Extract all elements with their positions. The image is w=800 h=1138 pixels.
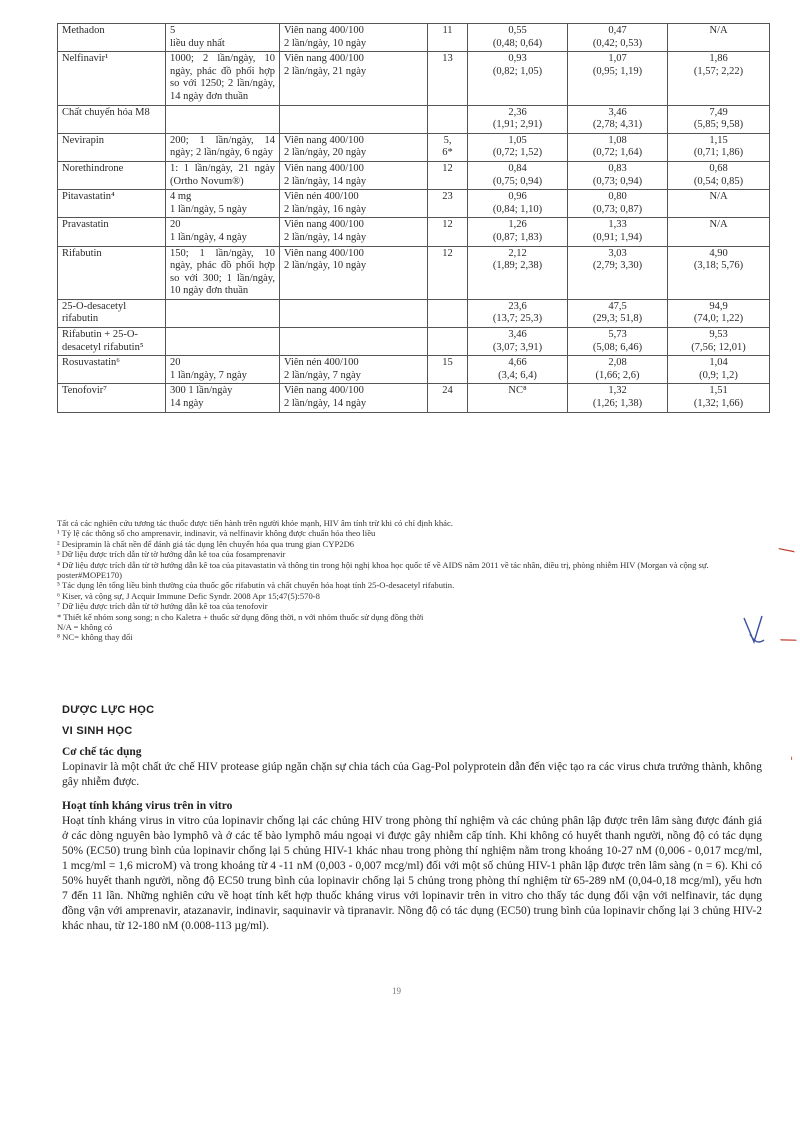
table-row	[58, 133, 770, 161]
drug-name-cell: Nelfinavir¹	[58, 52, 166, 105]
signature-mark	[740, 612, 770, 654]
cmin-ratio-cell: 1,86 (1,57; 2,22)	[668, 52, 770, 105]
table-row	[58, 190, 770, 218]
cmin-ratio-cell: 1,15 (0,71; 1,86)	[668, 133, 770, 161]
footnote: ⁴ Dữ liệu được trích dẫn từ tờ hướng dẫn kê toa của pitavastatin và thông tin trong hội nghị khoa học quốc tế về AIDS năm 2011 về tác nhân, điều trị, phòng nhiễm HIV (Morgan và cộng sự. poster#MOPE170)	[57, 559, 709, 581]
dose-cell	[166, 299, 280, 327]
drug-name-cell: Tenofovir⁷	[58, 384, 166, 412]
stamp-mark: ˈ	[790, 755, 794, 769]
cmax-ratio-cell: 1,05 (0,72; 1,52)	[468, 133, 568, 161]
cmax-ratio-cell: 3,46 (3,07; 3,91)	[468, 328, 568, 356]
cmin-ratio-cell: N/A	[668, 24, 770, 52]
dose-cell	[166, 328, 280, 356]
paragraph-mechanism: Lopinavir là một chất ức chế HIV protease giúp ngăn chặn sự chia tách của Gag-Pol polyprotein dẫn đến việc tạo ra các virus chưa trưởng thành, không gây nhiễm được.	[62, 761, 762, 788]
footnote: * Thiết kế nhóm song song; n cho Kaletra + thuốc sử dụng đồng thời, n với nhóm thuốc sử dụng đồng thời	[57, 611, 424, 622]
drug-name-cell: Pitavastatin⁴	[58, 190, 166, 218]
drug-name-cell: Nevirapin	[58, 133, 166, 161]
dose-cell: 20 1 lần/ngày, 4 ngày	[166, 218, 280, 246]
auc-ratio-cell: 0,83 (0,73; 0,94)	[568, 161, 668, 189]
cmax-ratio-cell: 2,36 (1,91; 2,91)	[468, 105, 568, 133]
footnote: ¹ Tỷ lệ các thông số cho amprenavir, indinavir, và nelfinavir không được chuẩn hóa theo liều	[57, 528, 376, 539]
table-row	[58, 356, 770, 384]
footnote: N/A = không có	[57, 622, 113, 633]
drug-name-cell: 25-O-desacetyl rifabutin	[58, 299, 166, 327]
cmin-ratio-cell: 1,51 (1,32; 1,66)	[668, 384, 770, 412]
cmin-ratio-cell: 94,9 (74,0; 1,22)	[668, 299, 770, 327]
cmin-ratio-cell: 9,53 (7,56; 12,01)	[668, 328, 770, 356]
drug-name-cell: Rosuvastatin⁶	[58, 356, 166, 384]
drug-name-cell: Rifabutin + 25-O-desacetyl rifabutin⁵	[58, 328, 166, 356]
drug-name-cell: Norethindrone	[58, 161, 166, 189]
n-cell: 12	[428, 218, 468, 246]
n-cell: 23	[428, 190, 468, 218]
cmax-ratio-cell: 23,6 (13,7; 25,3)	[468, 299, 568, 327]
page-number: 19	[392, 986, 401, 996]
cmin-ratio-cell: 1,04 (0,9; 1,2)	[668, 356, 770, 384]
table-row	[58, 161, 770, 189]
paragraph-antiviral-activity: Hoạt tính kháng virus in vitro của lopinavir chống lại các chủng HIV trong phòng thí nghiệm và các chủng phân lập được trên lâm sàng được đánh giá ở các dòng nguyên bào lymphô và ở các tế bào lymphô máu ngoại vi được gây nhiễm cấp tính. Khi không có huyết thanh người, nồng độ có tác dụng 50% (EC50) trung bình của lopinavir chống lại 5 chủng HIV-1 khác nhau trong phòng thí nghiệm nằm trong khoảng 10-27 nM (0,006 - 0,017 mcg/ml, 1 mcg/ml = 1,6 microM) và trong khoảng từ 4 -11 nM (0,003 - 0,007 mcg/ml) đối với một số chủng HIV-1 phân lập được trên lâm sàng (n = 6). Khi có 50% huyết thanh người, nồng độ EC50 trung bình của lopinavir chống lại 5 chủng trong phòng thí nghiệm từ 65-289 nM (0,04-0,18 mcg/ml), yếu hơn 7 đến 11 lần. Những nghiên cứu về hoạt tính kết hợp thuốc kháng virus với lopinavir trên in vitro cho thấy tác dụng đối vận với nelfinavir, tác dụng đồng vận với amprenavir, atazanavir, indinavir, saquinavir và tipranavir. Nồng độ có tác dụng (EC50) trung bình của lopinavir chống lại 3 chủng HIV-2 khác nhau, từ 12-180 nM (0.008-113 µg/ml).	[62, 815, 762, 932]
cmax-ratio-cell: 0,55 (0,48; 0,64)	[468, 24, 568, 52]
regimen-cell: Viên nang 400/100 2 lần/ngày, 10 ngày	[280, 246, 428, 299]
regimen-cell: Viên nang 400/100 2 lần/ngày, 14 ngày	[280, 161, 428, 189]
n-cell: 15	[428, 356, 468, 384]
subheading-antiviral-activity: Hoạt tính kháng virus trên in vitro	[62, 800, 233, 812]
auc-ratio-cell: 3,03 (2,79; 3,30)	[568, 246, 668, 299]
dose-cell: 20 1 lần/ngày, 7 ngày	[166, 356, 280, 384]
dose-cell: 4 mg 1 lần/ngày, 5 ngày	[166, 190, 280, 218]
stamp-mark: ⁄	[777, 633, 798, 648]
auc-ratio-cell: 5,73 (5,08; 6,46)	[568, 328, 668, 356]
regimen-cell: Viên nén 400/100 2 lần/ngày, 16 ngày	[280, 190, 428, 218]
dose-cell: 200; 1 lần/ngày, 14 ngày; 2 lần/ngày, 6 ngày	[166, 133, 280, 161]
cmax-ratio-cell: 0,93 (0,82; 1,05)	[468, 52, 568, 105]
footnote: Tất cả các nghiên cứu tương tác thuốc được tiến hành trên người khỏe mạnh, HIV âm tính trừ khi có chỉ định khác.	[57, 518, 453, 528]
cmax-ratio-cell: 2,12 (1,89; 2,38)	[468, 246, 568, 299]
n-cell: 24	[428, 384, 468, 412]
dose-cell: 5 liều duy nhất	[166, 24, 280, 52]
dose-cell: 300 1 lần/ngày 14 ngày	[166, 384, 280, 412]
regimen-cell	[280, 105, 428, 133]
auc-ratio-cell: 0,47 (0,42; 0,53)	[568, 24, 668, 52]
footnote: ³ Dữ liệu được trích dẫn từ tờ hướng dẫn kê toa của fosamprenavir	[57, 549, 286, 560]
section-heading-microbiology: VI SINH HỌC	[62, 725, 133, 737]
dose-cell	[166, 105, 280, 133]
dose-cell: 1000; 2 lần/ngày, 10 ngày, phác đồ phối hợp so với 1250; 2 lần/ngày, 14 ngày đơn thuần	[166, 52, 280, 105]
table-footnotes	[57, 518, 769, 643]
auc-ratio-cell: 1,33 (0,91; 1,94)	[568, 218, 668, 246]
regimen-cell: Viên nén 400/100 2 lần/ngày, 7 ngày	[280, 356, 428, 384]
cmax-ratio-cell: 0,84 (0,75; 0,94)	[468, 161, 568, 189]
regimen-cell: Viên nang 400/100 2 lần/ngày, 20 ngày	[280, 133, 428, 161]
n-cell	[428, 299, 468, 327]
regimen-cell: Viên nang 400/100 2 lần/ngày, 14 ngày	[280, 218, 428, 246]
n-cell: 12	[428, 246, 468, 299]
table-row	[58, 105, 770, 133]
drug-name-cell: Pravastatin	[58, 218, 166, 246]
n-cell	[428, 328, 468, 356]
table-row	[58, 299, 770, 327]
table-row	[58, 52, 770, 105]
cmax-ratio-cell: 1,26 (0,87; 1,83)	[468, 218, 568, 246]
n-cell: 5, 6*	[428, 133, 468, 161]
auc-ratio-cell: 3,46 (2,78; 4,31)	[568, 105, 668, 133]
cmax-ratio-cell: 0,96 (0,84; 1,10)	[468, 190, 568, 218]
footnote: ² Desipramin là chất nền để đánh giá tác dụng lên chuyển hóa qua trung gian CYP2D6	[57, 538, 355, 549]
section-heading-pharmacodynamics: DƯỢC LỰC HỌC	[62, 704, 155, 716]
drug-name-cell: Rifabutin	[58, 246, 166, 299]
footnote: ⁵ Tác dụng lên tổng liều bình thường của thuốc gốc rifabutin và chất chuyển hóa hoạt tính 25-O-desacetyl rifabutin.	[57, 580, 455, 591]
footnote: ⁷ Dữ liệu được trích dẫn từ tờ hướng dẫn kê toa của tenofovir	[57, 601, 268, 612]
cmax-ratio-cell: NC⁸	[468, 384, 568, 412]
auc-ratio-cell: 0,80 (0,73; 0,87)	[568, 190, 668, 218]
interaction-table	[57, 23, 770, 413]
table-row	[58, 384, 770, 412]
table-row	[58, 218, 770, 246]
stamp-mark: ⁄	[775, 545, 796, 556]
footnote: ⁶ Kiser, và cộng sự, J Acquir Immune Defic Syndr. 2008 Apr 15;47(5):570-8	[57, 590, 320, 601]
auc-ratio-cell: 1,32 (1,26; 1,38)	[568, 384, 668, 412]
n-cell: 13	[428, 52, 468, 105]
drug-name-cell: Methadon	[58, 24, 166, 52]
drug-name-cell: Chất chuyển hóa M8	[58, 105, 166, 133]
n-cell: 11	[428, 24, 468, 52]
n-cell	[428, 105, 468, 133]
cmin-ratio-cell: 7,49 (5,85; 9,58)	[668, 105, 770, 133]
cmin-ratio-cell: N/A	[668, 218, 770, 246]
auc-ratio-cell: 1,07 (0,95; 1,19)	[568, 52, 668, 105]
subheading-mechanism: Cơ chế tác dụng	[62, 746, 142, 758]
cmin-ratio-cell: N/A	[668, 190, 770, 218]
table-row	[58, 328, 770, 356]
cmin-ratio-cell: 0,68 (0,54; 0,85)	[668, 161, 770, 189]
table-row	[58, 246, 770, 299]
table-row	[58, 24, 770, 52]
auc-ratio-cell: 2,08 (1,66; 2,6)	[568, 356, 668, 384]
footnote: ⁸ NC= không thay đổi	[57, 632, 133, 643]
regimen-cell	[280, 328, 428, 356]
n-cell: 12	[428, 161, 468, 189]
dose-cell: 1: 1 lần/ngày, 21 ngày (Ortho Novum®)	[166, 161, 280, 189]
auc-ratio-cell: 1,08 (0,72; 1,64)	[568, 133, 668, 161]
cmax-ratio-cell: 4,66 (3,4; 6,4)	[468, 356, 568, 384]
cmin-ratio-cell: 4,90 (3,18; 5,76)	[668, 246, 770, 299]
regimen-cell: Viên nang 400/100 2 lần/ngày, 14 ngày	[280, 384, 428, 412]
auc-ratio-cell: 47,5 (29,3; 51,8)	[568, 299, 668, 327]
regimen-cell: Viên nang 400/100 2 lần/ngày, 10 ngày	[280, 24, 428, 52]
regimen-cell	[280, 299, 428, 327]
regimen-cell: Viên nang 400/100 2 lần/ngày, 21 ngày	[280, 52, 428, 105]
dose-cell: 150; 1 lần/ngày, 10 ngày, phác đồ phối hợp so với 300; 1 lần/ngày, 10 ngày đơn thuần	[166, 246, 280, 299]
